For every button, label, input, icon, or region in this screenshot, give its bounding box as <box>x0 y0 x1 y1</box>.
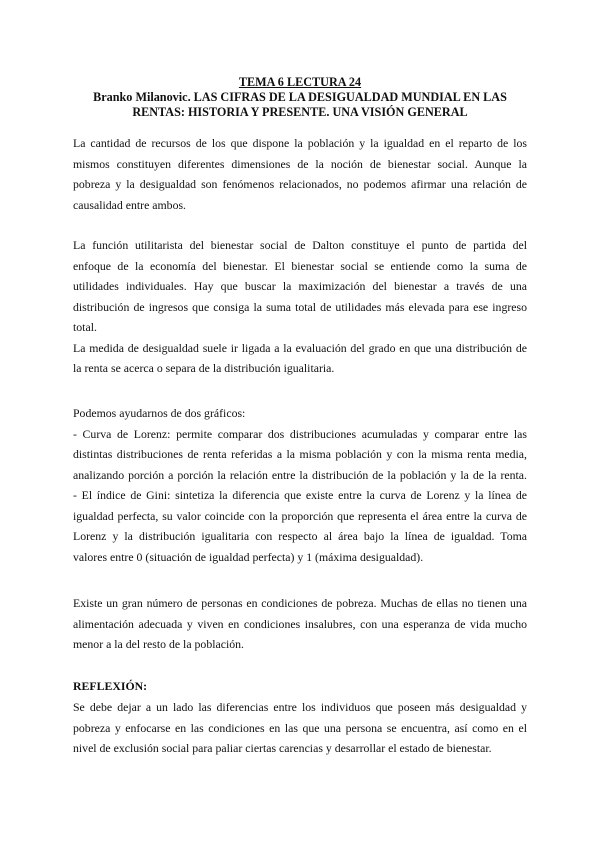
text-line: distintas distribuciones de renta referidas a la misma población y con la misma renta media, <box>73 447 527 461</box>
paragraph-lorenz-gini <box>73 403 527 567</box>
text-line: distribución de ingresos que consiga la suma total de utilidades más elevada para ese ingreso <box>73 299 527 314</box>
article-title-line-1: Branko Milanovic. LAS CIFRAS DE LA DESIGUALDAD MUNDIAL EN LAS <box>93 90 507 104</box>
text-line: Se debe dejar a un lado las diferencias entre los individuos que poseen más desigualdad y <box>73 700 527 714</box>
text-line: total. <box>73 320 97 334</box>
paragraph-poverty <box>73 593 527 655</box>
text-line: La función utilitarista del bienestar social de Dalton constituye el punto de partida del <box>73 238 527 252</box>
text-line: Lorenz y la distribución igualitaria con respecto al área bajo la línea de igualdad. Toma <box>73 529 527 543</box>
text-line: Podemos ayudarnos de dos gráficos: <box>73 406 246 420</box>
text-line: La cantidad de recursos de los que dispone la población y la igualdad en el reparto de los <box>73 136 527 150</box>
text-line: utilidades individuales. Hay que buscar la maximización del bienestar a través de una <box>73 279 527 293</box>
text-line: La medida de desigualdad suele ir ligada a la evaluación del grado en que una distribución de <box>73 340 527 355</box>
text-line: - El índice de Gini: sintetiza la diferencia que existe entre la curva de Lorenz y la línea de <box>73 488 527 502</box>
text-line: pobreza y enfocarse en las condiciones en las que una persona se encuentra, así como en el <box>73 720 527 735</box>
text-line: igualdad perfecta, su valor coincide con la proporción que representa el área entre la curva de <box>73 508 527 523</box>
text-line: causalidad entre ambos. <box>73 197 187 212</box>
text-line: nivel de exclusión social para paliar ciertas carencias y desarrollar el estado de bienestar. <box>73 741 492 755</box>
paragraph-dalton-utilitarian <box>73 235 527 379</box>
paragraph-welfare-intro <box>73 133 527 215</box>
text-line: - Curva de Lorenz: permite comparar dos distribuciones acumuladas y comparar entre las <box>73 426 527 441</box>
paragraph-reflexion <box>73 697 527 759</box>
text-line: analizando porción a porción la relación entre la distribución de la población y la de la renta. <box>73 467 527 482</box>
text-line: Existe un gran número de personas en condiciones de pobreza. Muchas de ellas no tienen una <box>73 596 527 610</box>
text-line: mismos constituyen diferentes dimensiones de la noción de bienestar social. Aunque la <box>73 156 527 171</box>
reflexion-heading <box>73 676 527 697</box>
article-title-line-2: RENTAS: HISTORIA Y PRESENTE. UNA VISIÓN GENERAL <box>132 105 468 119</box>
text-line: pobreza y la desigualdad son fenómenos relacionados, no podemos afirmar una relación de <box>73 177 527 191</box>
text-line: alimentación adecuada y viven en condiciones insalubres, con una esperanza de vida mucho <box>73 616 527 631</box>
lecture-title: TEMA 6 LECTURA 24 <box>238 75 362 89</box>
text-line: enfoque de la economía del bienestar. El bienestar social se entiende como la suma de <box>73 258 527 273</box>
section-heading: REFLEXIÓN: <box>73 679 148 693</box>
text-line: menor a la del resto de la población. <box>73 637 244 651</box>
text-line: la renta se acerca o separa de la distribución igualitaria. <box>73 361 335 375</box>
text-line: valores entre 0 (situación de igualdad perfecta) y 1 (máxima desigualdad). <box>73 549 424 564</box>
